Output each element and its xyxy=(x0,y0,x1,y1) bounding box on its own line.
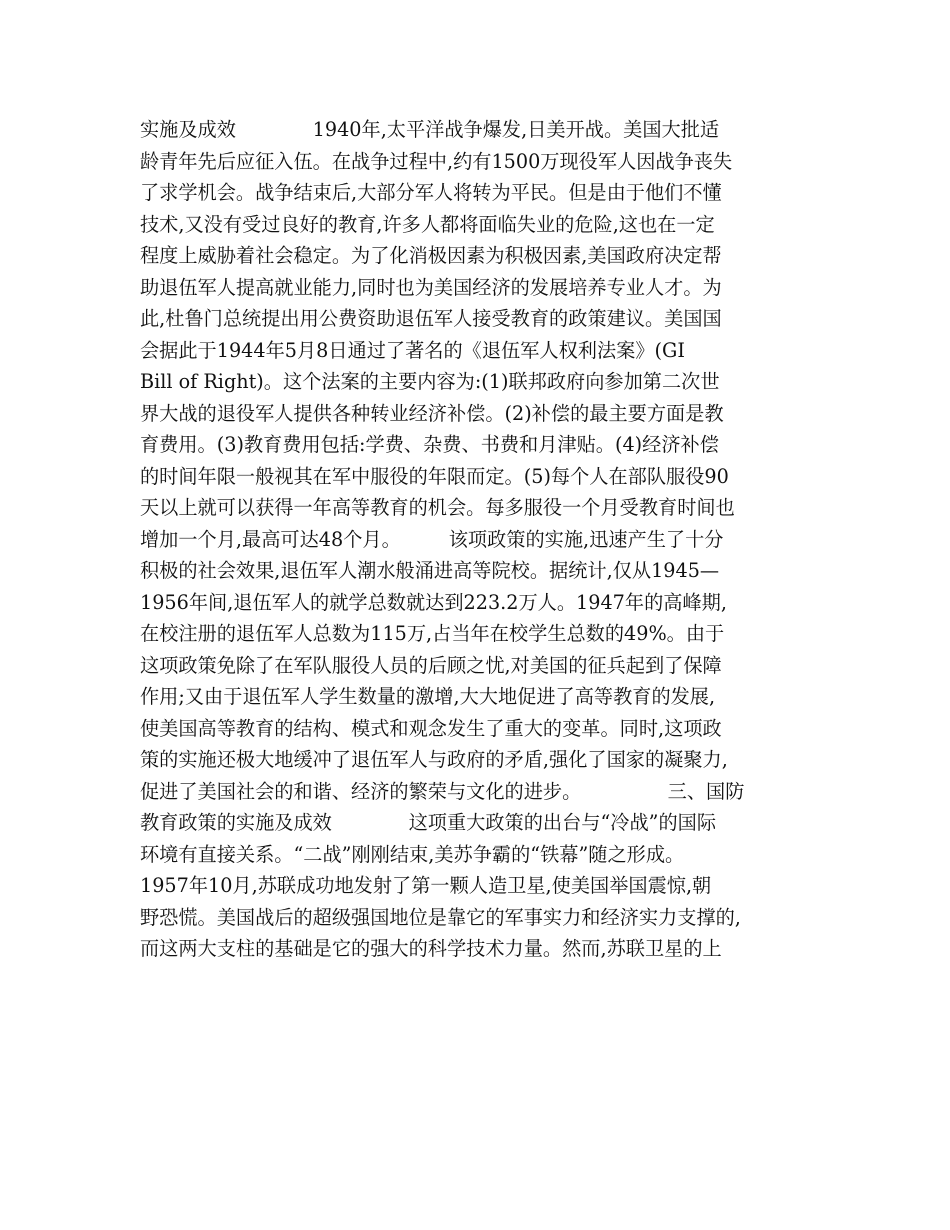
text-line: 1956年间,退伍军人的就学总数就达到223.2万人。1947年的高峰期, xyxy=(140,590,727,614)
text-line: 使美国高等教育的结构、模式和观念发生了重大的变革。同时,这项政 xyxy=(140,716,722,740)
text-line: 在校注册的退伍军人总数为115万,占当年在校学生总数的49%。由于 xyxy=(140,622,725,645)
text-line: 实施及成效 1940年,太平洋战争爆发,日美开战。美国大批适 xyxy=(140,118,720,141)
text-line: 环境有直接关系。“二战”刚刚结束,美苏争霸的“铁幕”随之形成。 xyxy=(140,842,685,866)
text-line: 作用;又由于退伍军人学生数量的激增,大大地促进了高等教育的发展, xyxy=(140,685,716,708)
text-line: 野恐慌。美国战后的超级强国地位是靠它的军事实力和经济实力支撑的, xyxy=(140,905,741,929)
text-line: 此,杜鲁门总统提出用公费资助退伍军人接受教育的政策建议。美国国 xyxy=(140,307,722,330)
text-line: 1957年10月,苏联成功地发射了第一颗人造卫星,使美国举国震惊,朝 xyxy=(140,874,712,897)
text-line: 而这两大支柱的基础是它的强大的科学技术力量。然而,苏联卫星的上 xyxy=(140,937,722,960)
text-line: 龄青年先后应征入伍。在战争过程中,约有1500万现役军人因战争丧失 xyxy=(140,149,733,173)
text-line: 助退伍军人提高就业能力,同时也为美国经济的发展培养专业人才。为 xyxy=(140,275,722,299)
text-line: 程度上威胁着社会稳定。为了化消极因素为积极因素,美国政府决定帮 xyxy=(140,244,722,267)
text-line: 增加一个月,最高可达48个月。 该项政策的实施,迅速产生了十分 xyxy=(140,527,724,551)
text-line: 了求学机会。战争结束后,大部分军人将转为平民。但是由于他们不懂 xyxy=(140,181,722,204)
text-line: 技术,又没有受过良好的教育,许多人都将面临失业的危险,这也在一定 xyxy=(140,212,715,236)
text-line: 策的实施还极大地缓冲了退伍军人与政府的矛盾,强化了国家的凝聚力, xyxy=(140,748,728,771)
text-line: 会据此于1944年5月8日通过了著名的《退伍军人权利法案》(GI xyxy=(140,338,685,362)
text-line: 界大战的退役军人提供各种转业经济补偿。(2)补偿的最主要方面是教 xyxy=(140,401,724,425)
text-line: 育费用。(3)教育费用包括:学费、杂费、书费和月津贴。(4)经济补偿 xyxy=(140,433,719,456)
text-line: 促进了美国社会的和谐、经济的繁荣与文化的进步。 三、国防 xyxy=(140,779,745,803)
text-line: 教育政策的实施及成效 这项重大政策的出台与“冷战”的国际 xyxy=(140,811,717,834)
text-line: Bill of Right)。这个法案的主要内容为:(1)联邦政府向参加第二次世 xyxy=(140,370,720,393)
text-line: 这项政策免除了在军队服役人员的后顾之忧,对美国的征兵起到了保障 xyxy=(140,653,722,677)
text-line: 的时间年限一般视其在军中服役的年限而定。(5)每个人在部队服役90 xyxy=(140,464,729,488)
text-line: 积极的社会效果,退伍军人潮水般涌进高等院校。据统计,仅从1945— xyxy=(140,559,720,582)
text-line: 天以上就可以获得一年高等教育的机会。每多服役一个月受教育时间也 xyxy=(140,496,735,519)
body-text xyxy=(140,114,830,965)
